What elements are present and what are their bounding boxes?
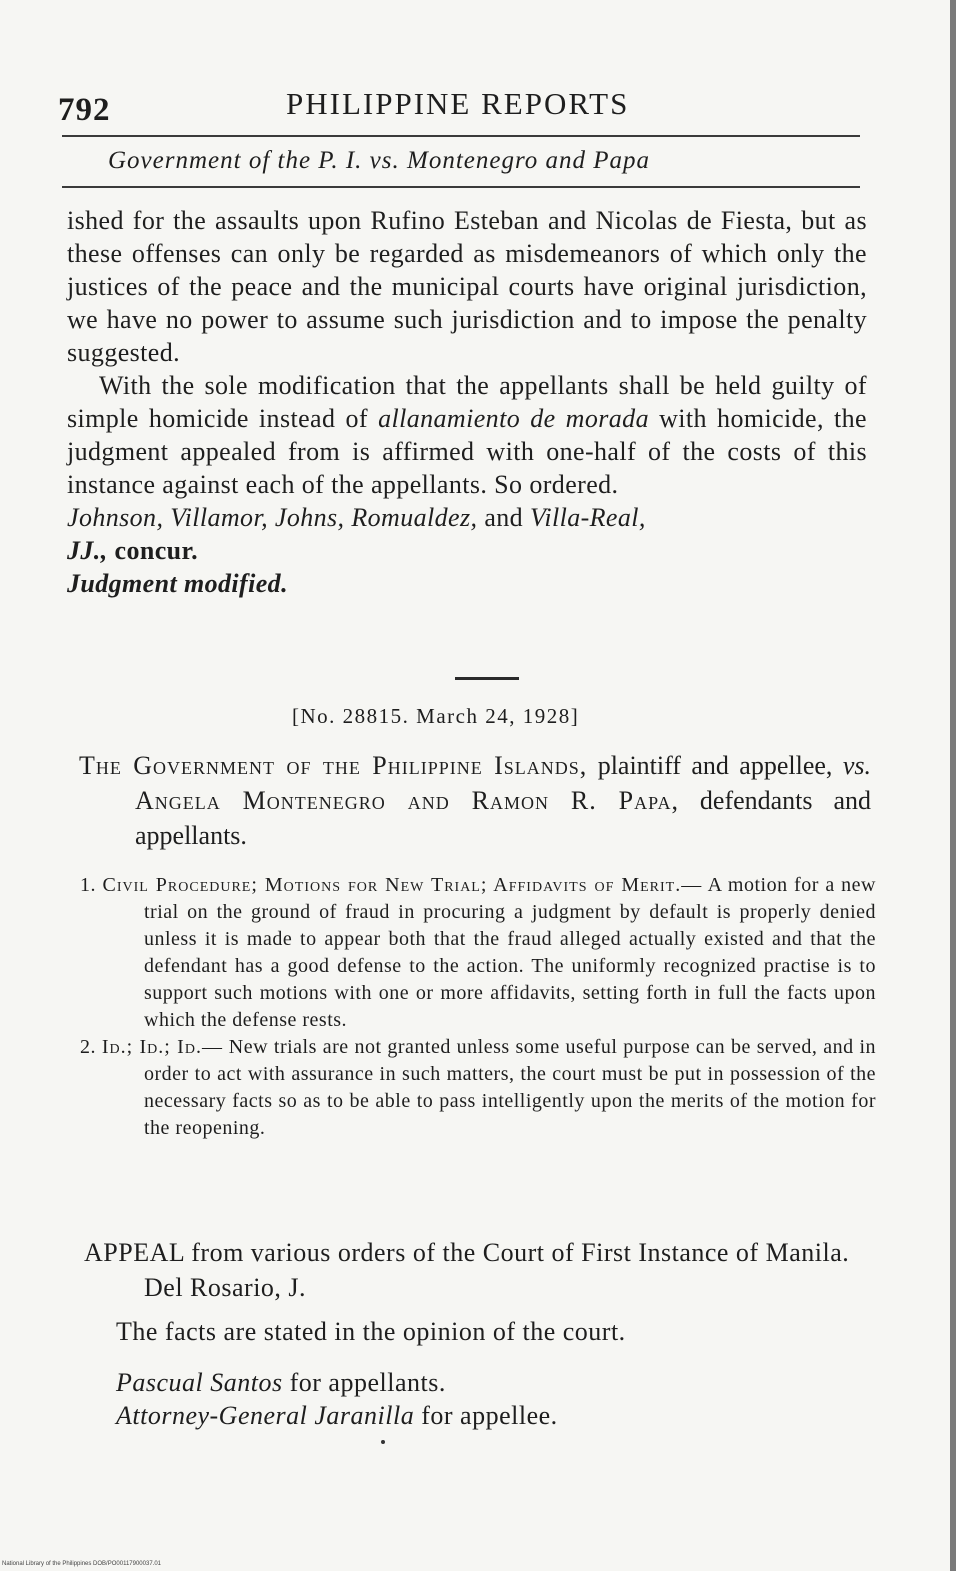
case-caption: Government of the P. I. vs. Montenegro and Papa — [108, 147, 651, 174]
previous-case-text — [67, 204, 867, 600]
scan-edge — [950, 0, 956, 1571]
case-divider — [455, 677, 519, 680]
syllabus — [80, 872, 876, 1142]
case-parties: The Government of the Philippine Islands, plaintiff and appellee, vs. Angela Montenegro and Ramon R. Papa, defendants and appellants. — [79, 751, 871, 850]
appeal-statement: APPEAL from various orders of the Court of First Instance of Manila. Del Rosario, J. — [84, 1238, 850, 1302]
running-title: PHILIPPINE REPORTS — [286, 86, 630, 121]
paragraph-penalty: ished for the assaults upon Rufino Esteban and Nicolas de Fiesta, but as these offenses can only be regarded as misdemeanors of which only the justices of the peace and the municipal courts have original jurisdiction, we have no power to assume such jurisdiction and to impose the penalty suggested. — [67, 206, 867, 367]
counsel-line: Pascual Santos for appellants. — [116, 1368, 446, 1397]
header-rule-top — [62, 135, 860, 137]
scan-source-label: National Library of the Philippines DOB/PO00117900037.01 — [2, 1561, 161, 1567]
paragraph-modification: With the sole modification that the appellants shall be held guilty of simple homicide instead of allanamiento de morada with homicide, the judgment appealed from is affirmed with one-half of the costs of this instance against each of the appellants. So ordered. — [67, 371, 867, 499]
legal-term: allanamiento de morada — [378, 404, 649, 433]
docket-number: [No. 28815. March 24, 1928] — [292, 704, 580, 728]
header-rule-bottom — [62, 186, 860, 188]
disposition: Judgment modified. — [67, 569, 288, 598]
counsel-list — [116, 1366, 558, 1432]
facts-statement: The facts are stated in the opinion of the court. — [116, 1317, 626, 1346]
ink-speck — [381, 1440, 385, 1444]
syllabus-item: 1. Civil Procedure; Motions for New Trial; Affidavits of Merit.— A motion for a new trial on the ground of fraud in procuring a judgment by default is properly denied unless it is made to appear both that the fraud alleged actually existed and that the defendant has a good defense to the action. The uniformly recognized practise is to support such motions with one or more affidavits, setting forth in full the facts upon which the defense rests. — [80, 874, 877, 1031]
counsel-line: Attorney-General Jaranilla for appellee. — [116, 1401, 558, 1430]
page-number: 792 — [58, 92, 111, 128]
syllabus-item: 2. Id.; Id.; Id.— New trials are not granted unless some useful purpose can be served, and in order to act with assurance in such matters, the court must be put in possession of the necessary facts so as to be able to pass intelligently upon the merits of the motion for the reopening. — [80, 1036, 877, 1139]
concurring-justices: Johnson, Villamor, Johns, Romualdez, and Villa-Real, JJ., concur. — [67, 503, 646, 565]
